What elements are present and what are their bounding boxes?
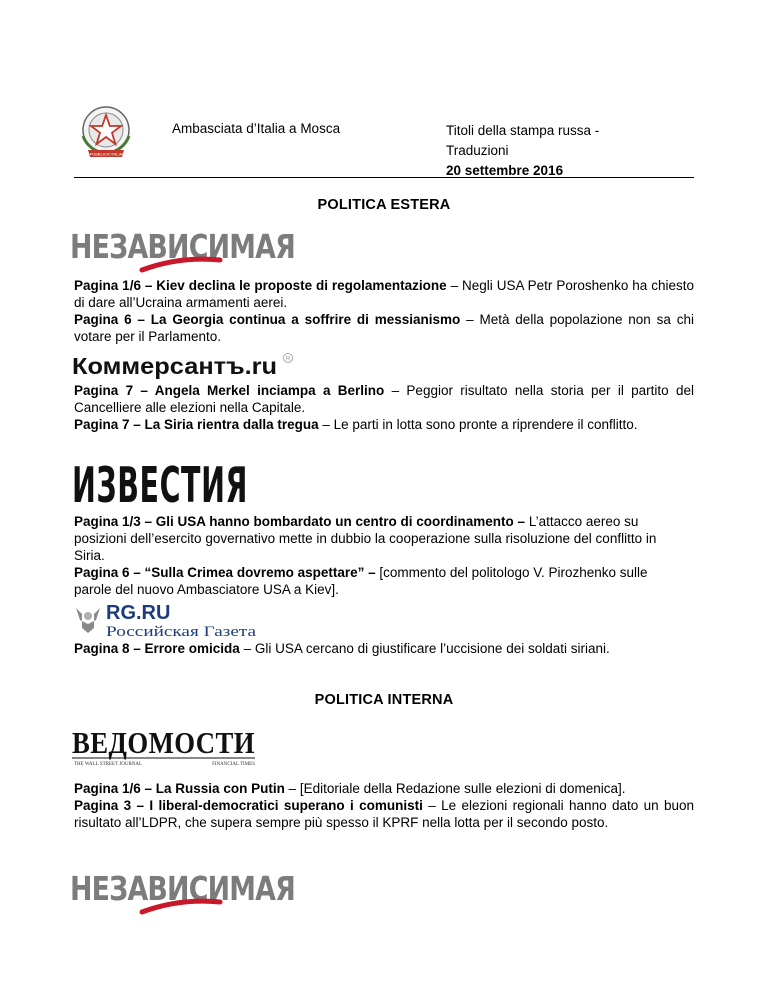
article-headline: Pagina 6 – “Sulla Crimea dovremo aspettare” – [74, 565, 376, 580]
document-date: 20 settembre 2016 [446, 163, 564, 178]
article-item [74, 277, 694, 311]
vedomosti-partner-left: THE WALL STREET JOURNAL [74, 762, 143, 767]
article-summary: [commento del politologo V. Pirozhenko sulle parole del nuovo Ambasciatore USA a Kiev]. [74, 565, 648, 597]
article-summary: – Metà della popolazione non sa chi votare per il Parlamento. [74, 312, 694, 344]
article-summary: – Le elezioni regionali hanno dato un buon risultato all’LDPR, che supera sempre più spesso il KPRF nella lotta per il secondo posto. [74, 798, 694, 830]
vedomosti-logo-text: ВЕДОМОСТИ [72, 725, 255, 760]
article-item [74, 416, 694, 433]
article-item [74, 797, 694, 831]
svg-text:R: R [285, 356, 291, 363]
kommersant-logo [72, 350, 302, 380]
izvestia-logo [72, 452, 252, 514]
article-summary: – Peggior risultato nella storia per il partito del Cancelliere alle elezioni nella Capitale. [74, 383, 694, 415]
nezavisimaya-logo [70, 868, 300, 916]
article-item [74, 564, 664, 598]
double-headed-eagle-icon [76, 608, 100, 633]
article-headline: Pagina 7 – La Siria rientra dalla tregua [74, 417, 319, 432]
article-headline: Pagina 7 – Angela Merkel inciampa a Berlino [74, 383, 385, 398]
article-summary: – Negli USA Petr Poroshenko ha chiesto di dare all’Ucraina armamenti aerei. [74, 278, 694, 310]
nezavisimaya-logo-text: НЕЗАВИСИМАЯ [70, 227, 295, 266]
document-title-line1: Titoli della stampa russa - [446, 123, 600, 138]
vedomosti-partner-right: FINANCIAL TIMES [212, 762, 255, 767]
header-divider [74, 177, 694, 178]
article-summary: – [Editoriale della Redazione sulle elezioni di domenica]. [284, 781, 626, 796]
article-summary: – Le parti in lotta sono pronte a riprendere il conflitto. [318, 417, 638, 432]
rg-articles [74, 640, 694, 657]
article-headline: Pagina 1/6 – Kiev declina le proposte di regolamentazione [74, 278, 447, 293]
section-title-politica-interna: POLITICA INTERNA [314, 692, 454, 708]
vedomosti-articles [74, 780, 694, 831]
emblem-ribbon-text: REPUBBLICA ITALIANA [84, 151, 128, 157]
kommersant-logo-text: Коммерсантъ.ru [72, 353, 277, 379]
embassy-name: Ambasciata d’Italia a Mosca [172, 121, 341, 136]
article-headline: Pagina 1/3 – Gli USA hanno bombardato un centro di coordinamento – [74, 514, 526, 529]
rg-logo-text: RG.RU [106, 602, 171, 624]
article-headline: Pagina 3 – I liberal-democratici superano i comunisti [74, 798, 423, 813]
vedomosti-logo [72, 722, 258, 770]
article-summary: L’attacco aereo su posizioni dell’esercito governativo mette in dubbio la cooperazione sulla risoluzione del conflitto in Siria. [74, 514, 657, 563]
article-summary: – Gli USA cercano di giustificare l’uccisione dei soldati siriani. [239, 641, 610, 656]
article-headline: Pagina 8 – Errore omicida [74, 641, 240, 656]
izvestia-logo-text: ИЗВЕСТИЯ [72, 457, 248, 514]
article-item [74, 780, 694, 797]
document-title-block [446, 121, 696, 181]
nezavisimaya-logo [70, 226, 300, 274]
article-item [74, 640, 694, 657]
document-title-line2: Traduzioni [446, 143, 509, 158]
nezavisimaya-logo-text: НЕЗАВИСИМАЯ [70, 869, 295, 908]
article-item [74, 382, 694, 416]
article-headline: Pagina 1/6 – La Russia con Putin [74, 781, 285, 796]
rossiyskaya-gazeta-logo [72, 600, 262, 640]
section-title-politica-estera: POLITICA ESTERA [317, 197, 451, 213]
article-item [74, 513, 664, 564]
nezavisimaya-articles [74, 277, 694, 345]
article-item [74, 311, 694, 345]
kommersant-articles [74, 382, 694, 433]
izvestia-articles [74, 513, 664, 598]
rg-logo-subtitle: Российская Газета [106, 624, 257, 640]
italian-republic-emblem-icon [74, 100, 138, 164]
article-headline: Pagina 6 – La Georgia continua a soffrire di messianismo [74, 312, 461, 327]
